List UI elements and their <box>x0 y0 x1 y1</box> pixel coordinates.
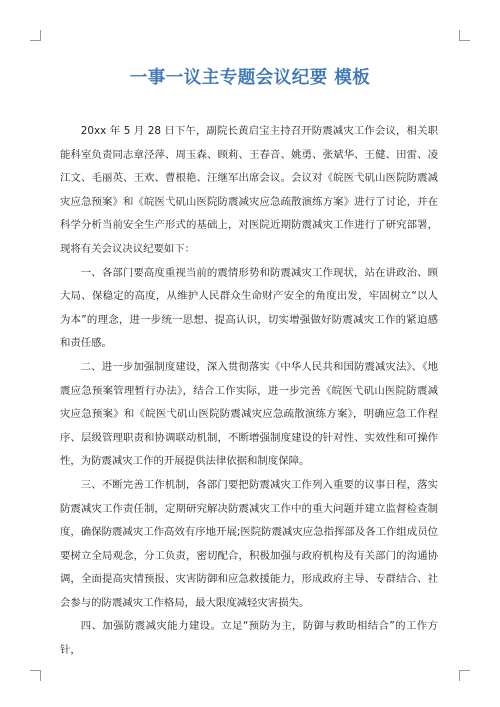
crop-mark-top-left <box>30 30 41 41</box>
crop-mark-bottom-right <box>459 670 470 681</box>
crop-mark-bottom-left <box>30 670 41 681</box>
paragraph-3: 三、不断完善工作机制，各部门要把防震减灾工作列入重要的议事日程，落实防震减灾工作责任制，定期研究解决防震减灾工作中的重大问题并建立监督检查制度，确保防震减灾工作高效有序地开展;医院防震减灾应急指挥部及各工作组成员位要树立全局观念，分工负责，密切配合，积极加强与政府机构及有关部门的沟通协调，全面提高灾情预报、灾害防御和应急救援能力，形成政府主导、专群结合、社会参与的防震减灾工作格局，最大限度减轻灾害损失。 <box>60 478 438 609</box>
paragraph-intro: 20xx 年 5 月 28 日下午，副院长黄启宝主持召开防震减灾工作会议，相关职能科室负责同志章泾萍、周玉森、顾莉、王春音、姚勇、张斌华、王健、田雷、凌江文、毛丽英、王欢、曹根艳、汪继军出席会议。会议对《皖医弋矶山医院防震减灾应急预案》和《皖医弋矶山医院防震减灾应急疏散演练方案》进行了讨论，并在科学分析当前安全生产形式的基础上，对医院近期防震减灾工作进行了研究部署，现将有关会议决议纪要如下： <box>60 125 438 255</box>
paragraph-4: 四、加强防震减灾能力建设。立足“预防为主，防御与救助相结合”的工作方针， <box>60 620 438 657</box>
document-body <box>60 120 438 663</box>
document-title: 一事一议主专题会议纪要 模板 <box>129 68 371 88</box>
crop-mark-top-right <box>459 30 470 41</box>
paragraph-1: 一、各部门要高度重视当前的震情形势和防震减灾工作现状，站在讲政治、顾大局、保稳定的高度，从维护人民群众生命财产安全的角度出发，牢固树立“以人为本”的理念，进一步统一思想、提高认识，切实增强做好防震减灾工作的紧迫感和责任感。 <box>60 266 438 350</box>
paragraph-2: 二、进一步加强制度建设，深入贯彻落实《中华人民共和国防震减灾法》、《地震应急预案管理暂行办法》，结合工作实际，进一步完善《皖医弋矶山医院防震减灾应急预案》和《皖医弋矶山医院防震减灾应急疏散演练方案》，明确应急工作程序、层级管理职责和协调联动机制，不断增强制度建设的针对性、实效性和可操作性，为防震减灾工作的开展提供法律依据和制度保障。 <box>60 360 438 468</box>
